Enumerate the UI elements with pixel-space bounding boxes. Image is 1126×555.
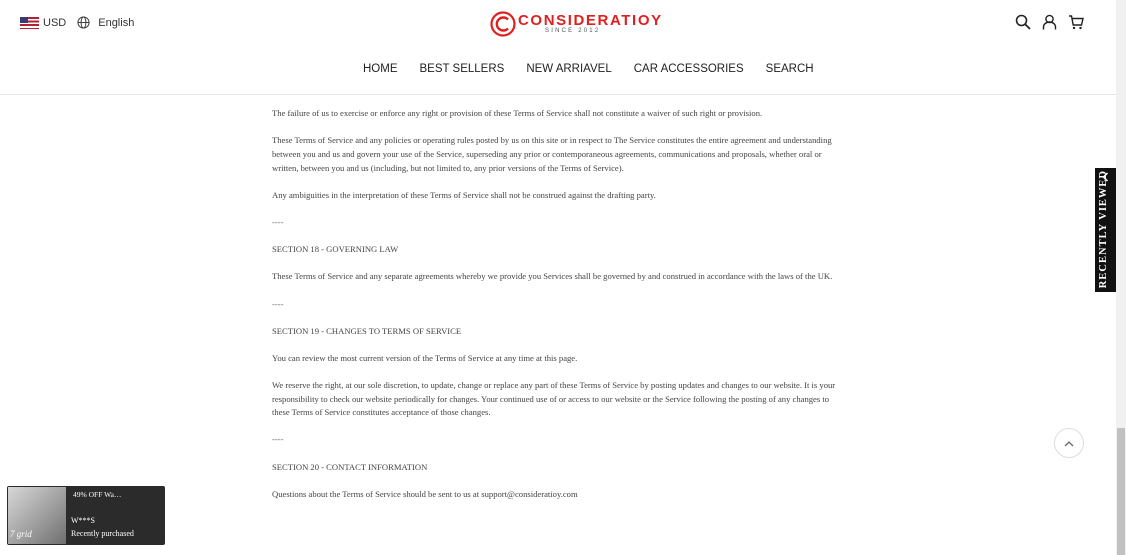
logo-tagline: SINCE 2012 — [545, 28, 601, 34]
section-19-paragraph-2: We reserve the right, at our sole discretion, to update, change or replace any part of these Terms of Service by posting updates and changes to our website. It is your responsibility to check our website periodically for changes. Your continued use of or access to our website or the Service following the posting of any changes to these Terms of Service constitutes acceptance of those changes. — [272, 380, 836, 418]
section-20-title: SECTION 20 - CONTACT INFORMATION — [272, 461, 428, 472]
cart-icon[interactable] — [1068, 14, 1084, 30]
nav-item-new-arrival[interactable]: NEW ARRIAVEL — [526, 63, 612, 75]
scrollbar-thumb[interactable] — [1117, 428, 1125, 555]
section-19-paragraph-1: You can review the most current version of the Terms of Service at any time at this page. — [272, 352, 578, 363]
nav-item-best-sellers[interactable]: BEST SELLERS — [419, 63, 505, 75]
section-divider: ---- — [272, 434, 284, 445]
section-17-paragraph-3: Any ambiguities in the interpretation of these Terms of Service shall not be construed against the drafting party. — [272, 189, 656, 200]
globe-icon[interactable] — [77, 16, 90, 29]
site-logo[interactable] — [490, 10, 663, 38]
thumbnail-caption: 7 grid — [10, 529, 32, 539]
section-19-title: SECTION 19 - CHANGES TO TERMS OF SERVICE — [272, 325, 462, 336]
chevron-up-icon — [1064, 440, 1074, 447]
nav-item-car-accessories[interactable]: CAR ACCESSORIES — [633, 63, 744, 75]
section-18-title: SECTION 18 - GOVERNING LAW — [272, 244, 399, 255]
section-18-paragraph-1: These Terms of Service and any separate agreements whereby we provide you Services shall be governed by and construed in accordance with the laws of the UK. — [272, 271, 833, 282]
recently-viewed-tab[interactable] — [1095, 168, 1116, 292]
us-flag-icon[interactable] — [20, 17, 39, 29]
recent-purchase-popup[interactable] — [7, 486, 165, 545]
section-17-paragraph-1: The failure of us to exercise or enforce any right or provision of these Terms of Service shall not constitute a waiver of such right or provision. — [272, 108, 763, 119]
search-icon[interactable] — [1015, 14, 1031, 30]
terms-content — [272, 80, 846, 501]
section-divider: ---- — [272, 298, 284, 309]
popup-product-title[interactable]: 49% OFF Wa… — [73, 490, 122, 499]
main-nav — [352, 63, 825, 75]
nav-item-home[interactable]: HOME — [363, 63, 398, 75]
section-20-paragraph-1: Questions about the Terms of Service should be sent to us at support@consideratioy.com — [272, 488, 578, 499]
language-selector[interactable]: English — [98, 16, 135, 29]
locale-selector — [20, 16, 134, 29]
section-17-paragraph-2: These Terms of Service and any policies or operating rules posted by us on this site or in respect to The Service constitutes the entire agreement and understanding between you and us and govern your use of the Service, superseding any prior or contemporaneous agreements, communications and proposals, whether oral or written, between you and us (including, but not limited to, any prior versions of the Terms of Service). — [272, 135, 832, 173]
back-to-top-button[interactable] — [1054, 428, 1084, 458]
logo-text: CONSIDERATIOY — [518, 12, 663, 29]
logo-mark-icon — [490, 11, 516, 37]
site-header — [0, 0, 1116, 95]
account-icon[interactable] — [1042, 14, 1057, 30]
header-actions — [1015, 14, 1095, 30]
currency-selector[interactable]: USD — [43, 16, 67, 29]
nav-item-search[interactable]: SEARCH — [765, 63, 814, 75]
product-thumbnail[interactable] — [8, 487, 66, 544]
section-divider: ---- — [272, 216, 284, 227]
popup-status-text: Recently purchased — [71, 529, 134, 538]
popup-buyer-name: W***S — [71, 516, 95, 525]
recently-viewed-label: RECENTLY VIEWED — [1098, 169, 1109, 288]
